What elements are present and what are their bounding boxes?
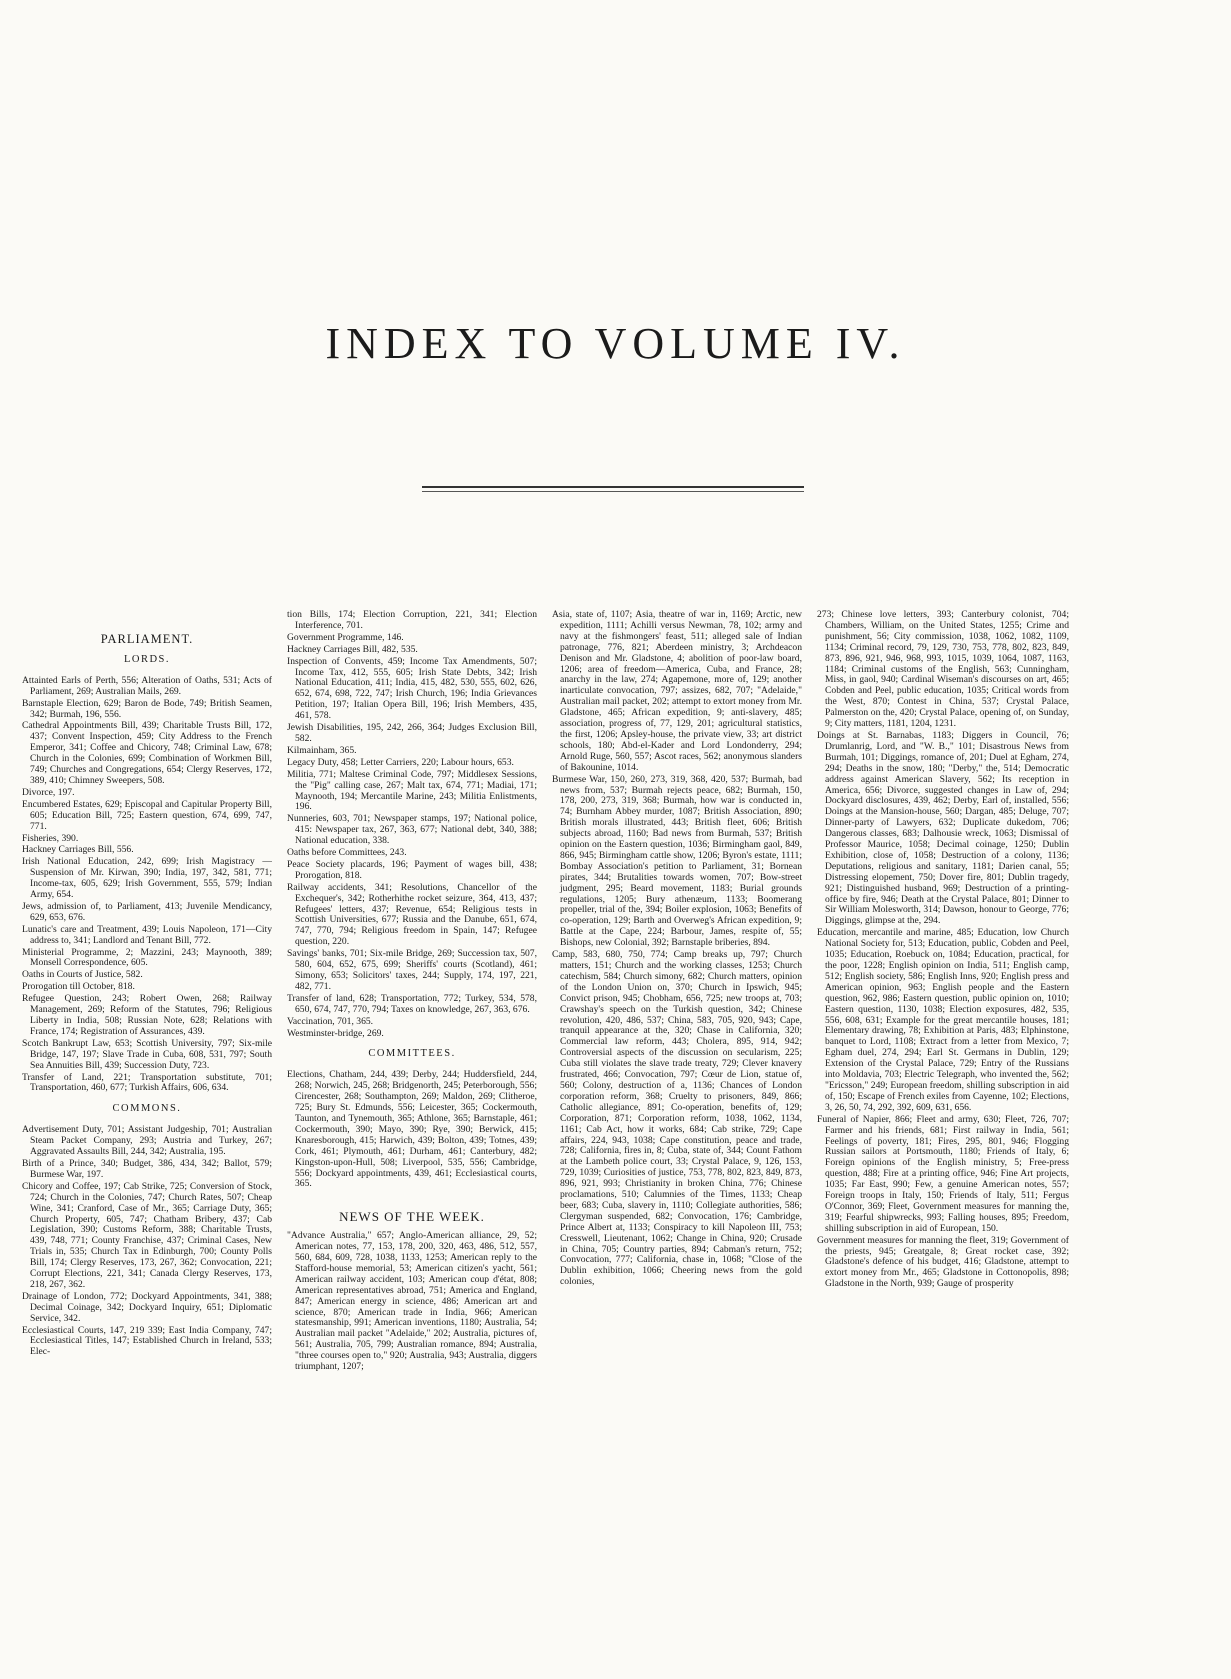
index-entry: Encumbered Estates, 629; Episcopal and Capitular Property Bill, 605; Education Bill, 725; Eastern question, 674, 699, 747, 771.: [22, 798, 272, 832]
index-entry: Advertisement Duty, 701; Assistant Judgeship, 701; Australian Steam Packet Company, 293; Austria and Turkey, 267; Aggravated Assaults Bill, 244, 342; Australia, 195.: [22, 1124, 272, 1158]
index-entry: Lunatic's care and Treatment, 439; Louis Napoleon, 171—City address to, 341; Landlord and Tenant Bill, 772.: [22, 923, 272, 946]
index-entry: Hackney Carriages Bill, 482, 535.: [287, 643, 418, 655]
index-column-2: [287, 610, 537, 1665]
index-entry: Camp, 583, 680, 750, 774; Camp breaks up, 797; Church matters, 151; Church and the working classes, 1253; Church catechism, 584; Church simony, 682; Church matters, opinion of the London Union on, 370; Church in Ipswich, 945; Convict prison, 945; Chobham, 656, 725; new troops at, 703; Crawshay's speech on the Turkish question, 342; Chinese revolution, 420, 486, 537; China, 583, 705, 920, 943; Cape, tranquil appearance at the, 320; Chase in California, 320; Commercial law reform, 443; Cholera, 895, 914, 942; Controversial aspects of the discussion on secularism, 225; Cuba still violates the slave trade treaty, 729; Clever knavery frustrated, 466; Convocation, 797; Cœur de Lion, statue of, 560; Colony, destruction of a, 1136; Chances of London corporation reform, 368; Cruelty to prisoners, 849, 866; Catholic allegiance, 891; Co-operation, benefits of, 129; Corporation, 871; Corporation reform, 1038, 1062, 1134, 1161; Cab Act, how it works, 684; Cab strike, 729; Cape affairs, 224, 943, 1038; Cape constitution, peace and trade, 728; California, fires in, 8; Cuba, state of, 344; Count Fathom at the Lambeth police court, 33; Crystal Palace, 9, 126, 153, 729, 1039; Curiosities of justice, 753, 778, 802, 823, 849, 873, 896, 921, 993; Christianity in broken China, 776; Chinese proclamations, 510; Calumnies of the Times, 1133; Cheap beer, 683; Cuba, slavery in, 1110; Collegiate authorities, 586; Clergyman suspended, 682; Convocation, 176; Cambridge, Prince Albert at, 1133; Conspiracy to kill Napoleon III, 753; Cresswell, Lieutenant, 1062; Change in China, 920; Crusade in China, 705; Country parties, 894; Cabman's return, 752; Convocation, 777; California, chase in, 1068; "Close of the Dublin exhibition, 1066; Cheering news from the gold colonies,: [552, 949, 802, 1288]
index-entry: Nunneries, 603, 701; Newspaper stamps, 197; National police, 415: Newspaper tax, 267, 363, 677; National debt, 340, 388; National education, 338.: [287, 813, 537, 847]
commons-entries: [22, 1125, 272, 1358]
index-entry: Government Programme, 146.: [287, 631, 404, 643]
section-heading-news: NEWS OF THE WEEK.: [339, 1209, 485, 1225]
title-rule: [422, 486, 804, 492]
index-entry: Ministerial Programme, 2; Mazzini, 243; Maynooth, 389; Monsell Correspondence, 605.: [22, 946, 272, 969]
index-entry: Jews, admission of, to Parliament, 413; Juvenile Mendicancy, 629, 653, 676.: [22, 900, 272, 923]
index-entry: Legacy Duty, 458; Letter Carriers, 220; Labour hours, 653.: [287, 756, 514, 768]
index-entry: Attainted Earls of Perth, 556; Alteration of Oaths, 531; Acts of Parliament, 269; Australian Mails, 269.: [22, 674, 272, 697]
page-title: INDEX TO VOLUME IV.: [325, 319, 906, 368]
index-entry: Cathedral Appointments Bill, 439; Charitable Trusts Bill, 172, 437; Convent Inspection, 459; City Address to the French Emperor, 341; Coffee and Chicory, 748; Criminal Law, 678; Church in the Colonies, 699; Combination of Workmen Bill, 749; Churches and Congregations, 654; Clergy Reserves, 172, 389, 410; Chimney Sweepers, 508.: [22, 720, 272, 786]
index-entry: Government measures for manning the fleet, 319; Government of the priests, 945; Greatgale, 8; Great rocket case, 392; Gladstone's defence of his budget, 416; Gladstone, attempt to extort money from Mr., 465; Gladstone in Cottonopolis, 898; Gladstone in the North, 939; Gauge of prosperity: [817, 1234, 1069, 1290]
index-entry: Oaths in Courts of Justice, 582.: [22, 969, 143, 981]
index-entry: Militia, 771; Maltese Criminal Code, 797; Middlesex Sessions, the "Pig" calling case, 267; Malt tax, 674, 771; Madiai, 171; Maynooth, 194; Mercantile Marine, 243; Militia Enlistments, 196.: [287, 768, 537, 813]
index-entry: Refugee Question, 243; Robert Owen, 268; Railway Management, 269; Reform of the Statutes, 796; Religious Liberty in India, 508; Russian Note, 628; Relations with France, 174; Registration of Assurances, 439.: [22, 993, 272, 1037]
news-entries: [287, 1231, 537, 1373]
index-entry: tion Bills, 174; Election Corruption, 221, 341; Election Interference, 701.: [287, 610, 537, 631]
section-heading-committees: COMMITTEES.: [368, 1048, 456, 1060]
news-continued-entries-2: [817, 610, 1069, 1290]
index-entry: Savings' banks, 701; Six-mile Bridge, 269; Succession tax, 507, 580, 604, 652, 675, 699; Sheriffs' courts (Scotland), 461; Simony, 653; Solicitors' taxes, 244; Supply, 174, 197, 221, 482, 771.: [287, 948, 537, 992]
index-entry: Asia, state of, 1107; Asia, theatre of war in, 1169; Arctic, new expedition, 1111; Achilli versus Newman, 78, 102; army and navy at the fishmongers' feast, 511; alleged sale of Indian patronage, 776, 821; Aberdeen ministry, 3; Archdeacon Denison and Mr. Gladstone, 4; abolition of poor-law board, 1206; area of freedom—America, Cuba, and France, 28; anarchy in the law, 274; Agapemone, more of, 129; another inarticulate convocation, 797; assizes, 682, 707; "Adelaide," Australian mail packet, 202; attempt to extort money from Mr. Gladstone, 465; African expedition, 9; anti-slavery, 485; association, progress of, 77, 129, 201; agricultural statistics, the first, 1206; Apsley-house, the private view, 33; art district schools, 180; Abd-el-Kader and Lord Londonderry, 294; Arnold Ruge, 560, 557; Ascot races, 562; anonymous slanders of Bakounine, 1014.: [552, 610, 802, 773]
index-entry: Transfer of land, 628; Transportation, 772; Turkey, 534, 578, 650, 674, 747, 770, 794; Taxes on knowledge, 267, 363, 676.: [287, 992, 537, 1015]
section-heading-parliament: PARLIAMENT.: [100, 632, 194, 646]
index-entry: Railway accidents, 341; Resolutions, Chancellor of the Exchequer's, 342; Rotherhithe rocket seizure, 364, 413, 437; Refugees' letters, 437; Revenue, 654; Religious tests in Scottish Universities, 677; Russia and the Danube, 651, 674, 747, 770, 794; Religious freedom in Spain, 147; Refugee question, 220.: [287, 881, 537, 948]
index-entry: Elections, Chatham, 244, 439; Derby, 244; Huddersfield, 244, 268; Norwich, 245, 268; Bridgenorth, 245; Peterborough, 556; Cirencester, 268; Southampton, 269; Maldon, 269; Clitheroe, 725; Bury St. Edmunds, 556; Leicester, 365; Cockermouth, Taunton, and Tynemouth, 365; Athlone, 365; Barnstaple, 461; Cockermouth, 390; Mayo, 390; Rye, 390; Berwick, 415; Knaresborough, 415; Harwich, 439; Bolton, 439; Totnes, 439; Cork, 461; Plymouth, 461; Durham, 461; Canterbury, 482; Kingston-upon-Hull, 508; Liverpool, 535, 556; Cambridge, 556; Dockyard appointments, 439, 461; Ecclesiastical courts, 365.: [287, 1069, 537, 1190]
index-entry: Funeral of Napier, 866; Fleet and army, 630; Fleet, 726, 707; Farmer and his friends, 681; First railway in India, 561; Feelings of poverty, 181; Fires, 295, 801, 946; Flogging Russian sailors at Portsmouth, 1180; Friends of Italy, 6; Foreign opinions of the English ministry, 5; Free-press question, 488; Fire at a printing office, 946; Fine Art projects, 1035; Far East, 990; Few, a genuine American notes, 557; Foreign troops in Italy, 150; Friends of Italy, 511; Fergus O'Connor, 369; Fleet, Government measures for manning the, 319; Fearful shipwrecks, 993; Falling houses, 895; Freedom, shilling subscription in aid of European, 150.: [817, 1113, 1069, 1234]
index-entry: Burmese War, 150, 260, 273, 319, 368, 420, 537; Burmah, bad news from, 537; Burmah rejects peace, 682; Burmah, 150, 178, 200, 273, 319, 368; Burmah, how war is conducted in, 74; Burnham Abbey murder, 1087; British Association, 890; British morals illustrated, 443; British fleet, 606; British subjects abroad, 1160; Bad news from Burmah, 537; British opinion on the Eastern question, 1036; Birmingham gaol, 849, 866, 945; Birmingham cattle show, 1206; Byron's estate, 1111; Bombay Association's petition to Parliament, 31; Bornean pirates, 344; Brutalities towards women, 707; Bow-street judgment, 295; Beard movement, 1183; Burial grounds regulations, 1205; Bury athenæum, 1133; Boomerang propeller, trial of the, 394; Boiler explosion, 1063; Benefits of co-operation, 129; Barth and Overweg's African expedition, 9; Battle at the Cape, 224; Barbour, James, respite of, 55; Bishops, new Colonial, 392; Barnstaple briberies, 894.: [552, 773, 802, 949]
index-entry: "Advance Australia," 657; Anglo-American alliance, 29, 52; American notes, 77, 153, 178, 200, 320, 463, 486, 512, 557, 560, 684, 609, 728, 1038, 1133, 1253; American reply to the Stafford-house memorial, 53; American citizen's yacht, 561; American railway accident, 103; American coup d'état, 808; American representatives abroad, 751; America and England, 847; American energy in science, 486; American art and science, 870; American trade in India, 966; American statesmanship, 991; American inventions, 1180; Australia, 54; Australian mail packet "Adelaide," 202; Australia, pictures of, 561; Australia, 705, 799; Australian romance, 894; Australia, "three courses open to," 920; Australia, 943; Australia, diggers triumphant, 1207;: [287, 1230, 537, 1373]
index-entry: Barnstaple Election, 629; Baron de Bode, 749; British Seamen, 342; Burmah, 196, 556.: [22, 697, 272, 720]
index-entry: Chicory and Coffee, 197; Cab Strike, 725; Conversion of Stock, 724; Church in the Colonies, 747; Church Rates, 507; Cheap Wine, 341; Cranford, Case of Mr., 365; Carriage Duty, 365; Church Property, 605, 747; Chatham Bribery, 437; Cab Legislation, 390; Customs Reform, 388; Charitable Trusts, 439, 748, 771; County Franchise, 437; Criminal Cases, New Trials in, 535; Church Tax in Edinburgh, 700; County Polls Bill, 174; Clergy Reserves, 173, 267, 362; Convocation, 221; Corrupt Elections, 221, 341; Canada Clergy Reserves, 173, 218, 267, 362.: [22, 1180, 272, 1290]
index-entry: Irish National Education, 242, 699; Irish Magistracy — Suspension of Mr. Kirwan, 390; India, 197, 342, 581, 771; Income-tax, 605, 629; Irish Government, 555, 579; Indian Army, 654.: [22, 856, 272, 901]
index-column-4: [817, 610, 1069, 1665]
index-entry: Scotch Bankrupt Law, 653; Scottish University, 797; Six-mile Bridge, 147, 197; Slave Trade in Cuba, 608, 531, 797; South Sea Annuities Bill, 439; Succession Duty, 723.: [22, 1037, 272, 1071]
index-entry: Kilmainham, 365.: [287, 744, 357, 756]
subsection-heading-lords: LORDS.: [123, 653, 171, 665]
index-entry: Transfer of Land, 221; Transportation substitute, 701; Transportation, 460, 677; Turkish Affairs, 606, 634.: [22, 1071, 272, 1094]
index-entry: Ecclesiastical Courts, 147, 219 339; East India Company, 747; Ecclesiastical Titles, 147; Established Church in Ireland, 533; Elec-: [22, 1324, 272, 1358]
index-entry: Fisheries, 390.: [22, 832, 79, 844]
index-entry: Inspection of Convents, 459; Income Tax Amendments, 507; Income Tax, 412, 555, 605; Irish State Debts, 342; Irish National Education, 411; India, 415, 482, 530, 555, 602, 626, 652, 674, 698, 722, 747; Irish Church, 196; India Grievances Petition, 197; Italian Opera Bill, 196; Irish Members, 435, 461, 578.: [287, 655, 537, 722]
index-entry: Drainage of London, 772; Dockyard Appointments, 341, 388; Decimal Coinage, 342; Dockyard Inquiry, 651; Diplomatic Service, 342.: [22, 1290, 272, 1324]
index-entry: Jewish Disabilities, 195, 242, 266, 364; Judges Exclusion Bill, 582.: [287, 722, 537, 744]
parliament-continued-entries: [287, 610, 537, 1039]
committees-entries: [287, 1070, 537, 1190]
news-continued-entries: [552, 610, 802, 1288]
index-entry: 273; Chinese love letters, 393; Canterbury colonist, 704; Chambers, William, on the United States, 1255; Crime and punishment, 56; City commission, 1038, 1062, 1082, 1109, 1134; Criminal record, 79, 129, 730, 753, 778, 802, 823, 849, 873, 896, 921, 946, 968, 993, 1015, 1039, 1064, 1087, 1163, 1184; Criminal customs of the English, 563; Cunningham, Miss, in gaol, 940; Cardinal Wiseman's discourses on art, 465; Cobden and Peel, public education, 1035; Critical words from the West, 870; Contest in China, 537; Crystal Palace, Palmerston on the, 420; Crystal Palace, opening of, on Sunday, 9; City matters, 1181, 1204, 1231.: [817, 610, 1069, 730]
index-entry: Education, mercantile and marine, 485; Education, low Church National Society for, 513; Education, public, Cobden and Peel, 1035; Education, Roebuck on, 1084; Education, practical, for the poor, 1228; English opinion on India, 511; English camp, 512; English society, 586; English Inns, 920; English press and American opinion, 963; English people and the Eastern question, 962, 986; Eastern question, public opinion on, 1010; Eastern question, 1130, 1038; Election exposures, 482, 535, 556, 608, 631; Example for the great mercantile houses, 181; Elementary drawing, 78; Exhibition at Paris, 483; Elphinstone, banquet to Lord, 1108; Extract from a letter from Mexico, 7; Egham duel, 274, 294; Earl St. Germans in Dublin, 129; Extension of the Crystal Palace, 729; Entry of the Russians into Moldavia, 703; Electric Telegraph, who invented the, 562; "Ericsson," 249; European freedom, shilling subscription in aid of, 150; Escape of French exiles from Cayenne, 102; Elections, 3, 26, 50, 74, 292, 392, 609, 631, 656.: [817, 927, 1069, 1113]
index-entry: Westminster-bridge, 269.: [287, 1027, 384, 1039]
index-entry: Prorogation till October, 818.: [22, 981, 135, 993]
index-entry: Hackney Carriages Bill, 556.: [22, 844, 134, 856]
index-entry: Vaccination, 701, 365.: [287, 1015, 374, 1027]
subsection-heading-commons: COMMONS.: [112, 1103, 182, 1115]
index-column-1: [22, 624, 272, 1679]
index-entry: Doings at St. Barnabas, 1183; Diggers in Council, 76; Drumlanrig, Lord, and "W. B.," 101; Disastrous News from Burmah, 101; Diggings, romance of, 201; Duel at Egham, 274, 294; Deaths in the snow, 180; "Derby," the, 514; Democratic address against American Slavery, 562; Its reception in America, 656; Divorce, suggested changes in Law of, 294; Dockyard disclosures, 439, 462; Derby, Earl of, installed, 556; Doings at the Mansion-house, 560; Dargan, 485; Deluge, 707; Dinner-party of Lawyers, 632; Duplicate dukedom, 706; Dangerous classes, 683; Dalhousie wreck, 1063; Dismissal of Professor Maurice, 1058; Decimal coinage, 1250; Dublin Exhibition, close of, 1058; Destruction of a colony, 1136; Deputations, religious and sanitary, 1181; Darien canal, 55; Distressing elopement, 750; Dover fire, 801; Dublin tragedy, 921; Distinguished husband, 969; Destruction of a printing-office by fire, 946; Death at the Crystal Palace, 801; Dinner to Sir William Molesworth, 314; Dawson, honour to George, 776; Diggings, glimpse at the, 294.: [817, 729, 1069, 927]
index-entry: Peace Society placards, 196; Payment of wages bill, 438; Prorogation, 818.: [287, 858, 537, 881]
index-column-3: [552, 610, 802, 1665]
lords-entries: [22, 676, 272, 1095]
index-entry: Birth of a Prince, 340; Budget, 386, 434, 342; Ballot, 579; Burmese War, 197.: [22, 1157, 272, 1180]
index-entry: Oaths before Committees, 243.: [287, 847, 407, 859]
index-entry: Divorce, 197.: [22, 786, 75, 798]
